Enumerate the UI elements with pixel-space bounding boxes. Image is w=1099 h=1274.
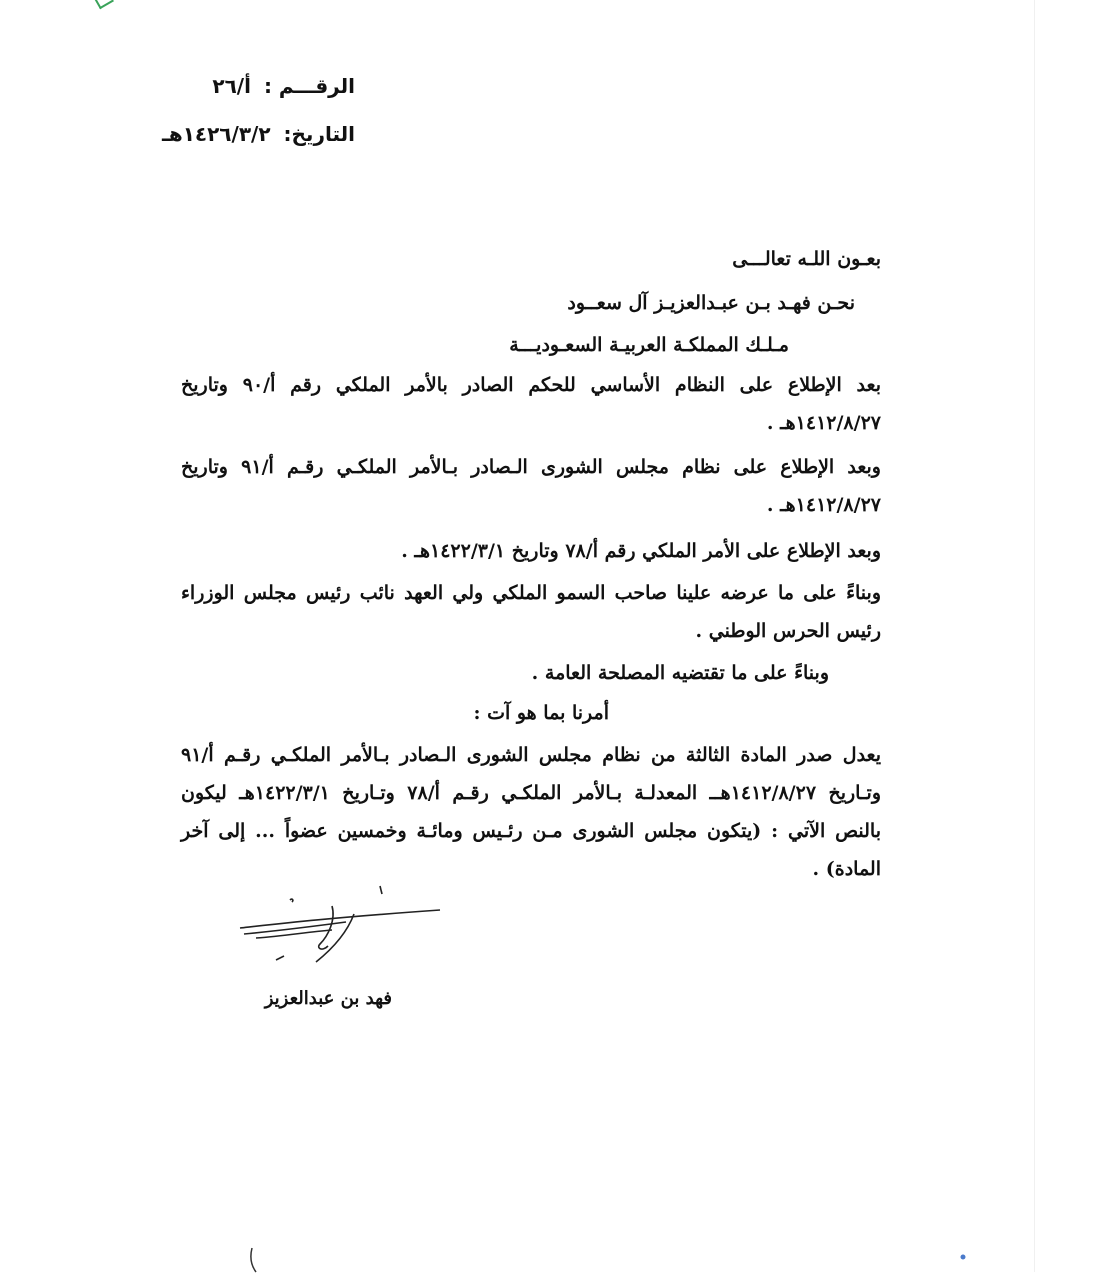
corner-mark [94, 0, 114, 9]
reference-number-label: الرقـــم : [263, 74, 355, 98]
page-edge-line [1034, 0, 1035, 1272]
reference-number-value: أ/٢٦ [212, 74, 251, 98]
preamble-paragraph-4: وبناءً على ما عرضه علينا صاحب السمو الملكي ولي العهد نائب رئيس مجلس الوزراء رئيس الحرس الوطني . [181, 582, 881, 642]
invocation-line: بعـون اللـه تعالـــى [732, 248, 881, 270]
preamble-paragraph-1: بعد الإطلاع على النظام الأساسي للحكم الصادر بالأمر الملكي رقم أ/٩٠ وتاريخ ١٤١٢/٨/٢٧هـ . [181, 374, 881, 434]
command-line: أمرنا بما هو آت : [473, 702, 609, 724]
king-title-line: مـلـك المملكـة العربيـة السعـوديـــة [509, 334, 789, 356]
bottom-right-dot [958, 1252, 968, 1262]
reference-block [95, 62, 355, 158]
bottom-left-mark [246, 1246, 266, 1274]
handwritten-signature [236, 884, 448, 974]
preamble-paragraph-5: وبناءً على ما تقتضيه المصلحة العامة . [531, 662, 829, 684]
reference-date-row [95, 110, 355, 158]
signer-name: فهد بن عبدالعزيز [264, 988, 392, 1009]
reference-date-label: التاريخ: [283, 122, 355, 146]
king-name-line: نحـن فهـد بـن عبـدالعزيـز آل سعــود [567, 292, 855, 314]
preamble-paragraph-3: وبعد الإطلاع على الأمر الملكي رقم أ/٧٨ وتاريخ ١٤٢٢/٣/١هـ . [401, 540, 881, 562]
reference-number-row [95, 62, 355, 110]
preamble-paragraph-2: وبعد الإطلاع على نظام مجلس الشورى الـصادر بـالأمر الملكـي رقـم أ/٩١ وتاريخ ١٤١٢/٨/٢٧هـ . [181, 456, 881, 516]
reference-date-value: ١٤٢٦/٣/٢هـ [161, 122, 271, 146]
decree-paragraph: يعدل صدر المادة الثالثة من نظام مجلس الشورى الـصادر بـالأمر الملكـي رقـم أ/٩١ وتـاريخ ١٤١٢/٨/٢٧هــ المعدلـة بـالأمر الملكـي رقـم أ/٧٨ وتـاريخ ١٤٢٢/٣/١هـ ليكون بالنص الآتي : (يتكون مجلس الشورى مـن رئـيس ومائـة وخمسين عضواً ... إلى آخر المادة) . [181, 744, 881, 880]
